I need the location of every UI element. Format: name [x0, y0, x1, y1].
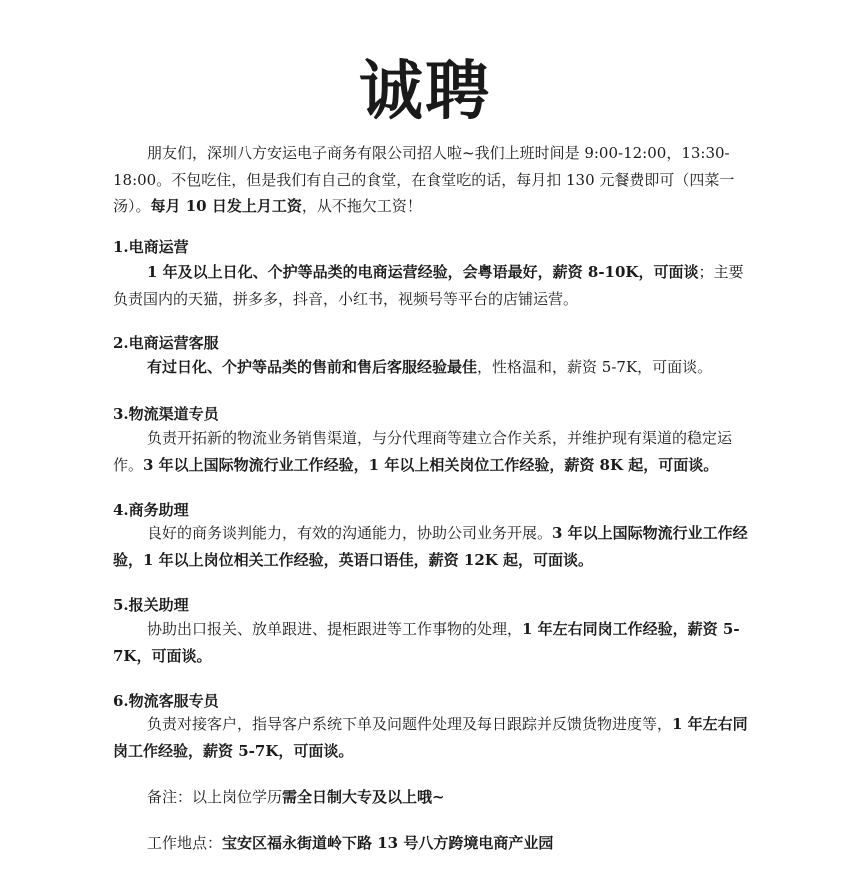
- position-heading-5: 5.报关助理: [113, 596, 189, 614]
- position-heading-3: 3.物流渠道专员: [113, 405, 219, 423]
- work-location-address: 宝安区福永街道岭下路 13 号八方跨境电商产业园: [222, 834, 554, 852]
- position-requirement: 1 年及以上日化、个护等品类的电商运营经验，会粤语最好，薪资 8-10K，可面谈: [147, 263, 699, 281]
- intro-payday-text: 每月 10 日发上月工资: [150, 197, 302, 215]
- intro-paragraph: [113, 140, 753, 220]
- intro-text: 朋友们，深圳八方安运电子商务有限公司招人啦~我们上班时间是 9:00-12:00，13:30-18:00。不包吃住，但是我们有自己的食堂，在食堂吃的话，每月扣 130 元餐费即可（四菜一汤）。: [113, 144, 735, 215]
- position-heading-1: 1.电商运营: [113, 238, 189, 256]
- position-duty: 负责对接客户，指导客户系统下单及问题件处理及每日跟踪并反馈货物进度等，: [147, 715, 673, 733]
- intro-closing-text: ，从不拖欠工资！: [301, 197, 422, 215]
- position-desc-5: [113, 616, 753, 669]
- remark-label: 备注：以上岗位学历: [147, 788, 283, 806]
- position-desc-1: [113, 259, 753, 312]
- position-heading-2: 2.电商运营客服: [113, 334, 219, 352]
- position-duty: ；主要负责国内的天猫，拼多多，抖音，小红书，视频号等平台的店铺运营。: [113, 263, 744, 308]
- position-duty: ，性格温和，薪资 5-7K，可面谈。: [477, 358, 713, 376]
- position-duty: 负责开拓新的物流业务销售渠道，与分代理商等建立合作关系，并维护现有渠道的稳定运作。: [113, 429, 733, 474]
- remark-line: [147, 784, 445, 810]
- position-heading-4: 4.商务助理: [113, 501, 189, 519]
- position-duty: 协助出口报关、放单跟进、提柜跟进等工作事物的处理，: [147, 620, 523, 638]
- page-title: 诚聘: [359, 54, 491, 129]
- position-desc-3: [113, 425, 753, 478]
- position-desc-2: [113, 354, 753, 381]
- position-requirement: 1 年左右同岗工作经验，薪资 5-7K，可面谈。: [113, 620, 740, 665]
- position-requirement: 3 年以上国际物流行业工作经验，1 年以上岗位相关工作经验，英语口语佳，薪资 12K 起，可面谈。: [113, 524, 748, 569]
- position-duty: 良好的商务谈判能力，有效的沟通能力，协助公司业务开展。: [147, 524, 553, 542]
- work-location-line: [147, 830, 553, 856]
- position-requirement: 1 年左右同岗工作经验，薪资 5-7K，可面谈。: [113, 715, 748, 760]
- position-heading-6: 6.物流客服专员: [113, 692, 219, 710]
- position-requirement: 3 年以上国际物流行业工作经验，1 年以上相关岗位工作经验，薪资 8K 起，可面谈。: [143, 455, 719, 474]
- position-desc-4: [113, 520, 753, 573]
- position-desc-6: [113, 711, 753, 764]
- position-requirement: 有过日化、个护等品类的售前和售后客服经验最佳: [147, 358, 478, 376]
- remark-education: 需全日制大专及以上哦~: [282, 788, 445, 806]
- work-location-label: 工作地点：: [147, 834, 223, 852]
